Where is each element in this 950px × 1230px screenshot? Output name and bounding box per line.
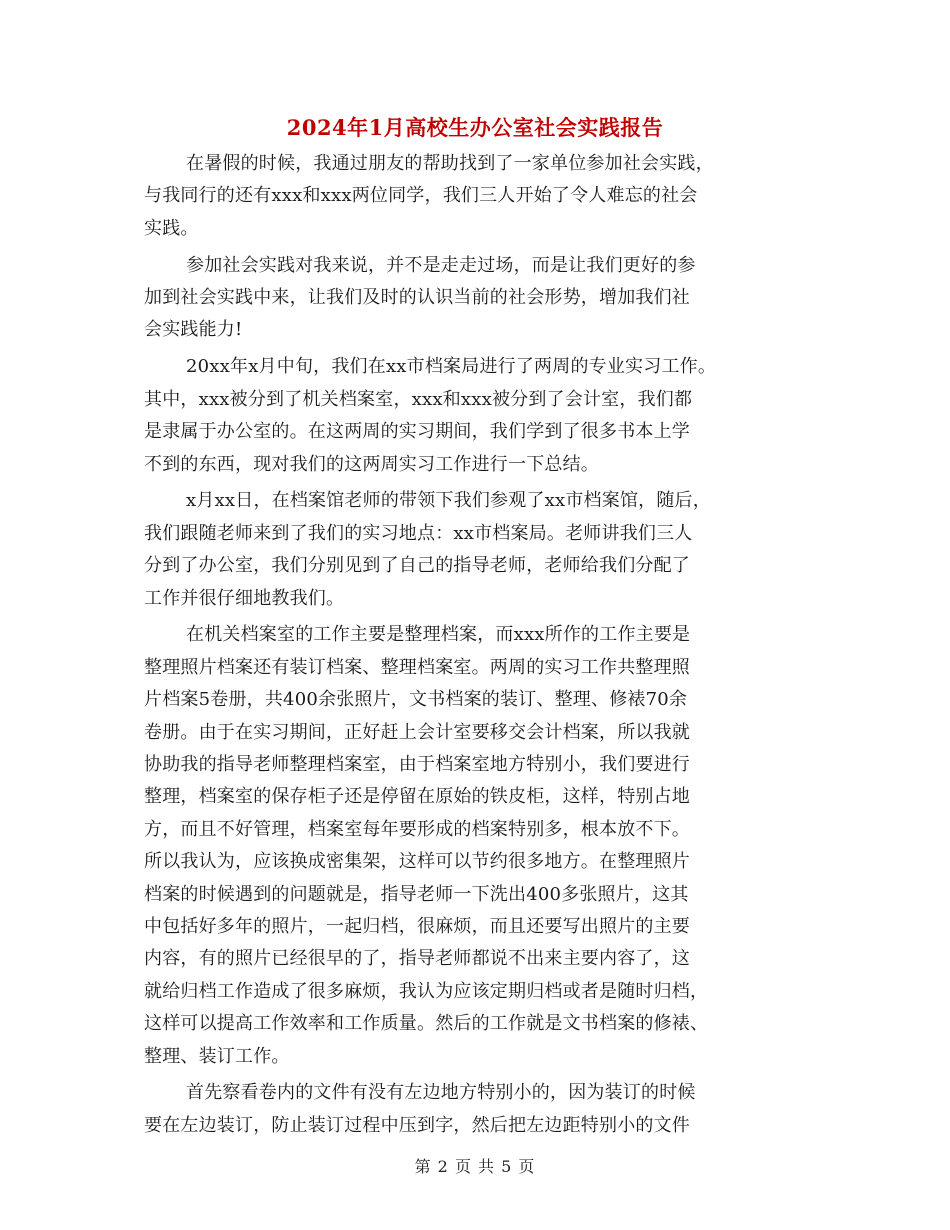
paragraph bbox=[144, 619, 804, 1072]
text-line: 参加社会实践对我来说，并不是走走过场，而是让我们更好的参 bbox=[186, 254, 696, 276]
text-line: 整理，档案室的保存柜子还是停留在原始的铁皮柜，这样，特别占地 bbox=[144, 786, 690, 808]
text-line: 是隶属于办公室的。在这两周的实习期间，我们学到了很多书本上学 bbox=[144, 421, 690, 443]
text-line: 所以我认为，应该换成密集架，这样可以节约很多地方。在整理照片 bbox=[144, 851, 690, 873]
paragraph bbox=[144, 1077, 804, 1142]
text-line: 内容，有的照片已经很早的了，指导老师都说不出来主要内容了，这 bbox=[144, 948, 690, 970]
text-line: 就给归档工作造成了很多麻烦，我认为应该定期归档或者是随时归档， bbox=[144, 980, 709, 1002]
text-line: 整理照片档案还有装订档案、整理档案室。两周的实习工作共整理照 bbox=[144, 656, 690, 678]
text-line: 片档案5卷册，共400余张照片，文书档案的装订、整理、修裱70余 bbox=[144, 689, 688, 711]
paragraph bbox=[144, 351, 804, 481]
text-line: x月xx日，在档案馆老师的带领下我们参观了xx市档案馆，随后， bbox=[186, 490, 711, 512]
text-line: 会实践能力! bbox=[144, 319, 243, 341]
text-line: 工作并很仔细地教我们。 bbox=[144, 587, 345, 609]
text-line: 档案的时候遇到的问题就是，指导老师一下洗出400多张照片，这其 bbox=[144, 883, 689, 905]
document-title: 2024年1月高校生办公室社会实践报告 bbox=[286, 115, 664, 140]
text-line: 我们跟随老师来到了我们的实习地点：xx市档案局。老师讲我们三人 bbox=[144, 522, 693, 544]
text-line: 加到社会实践中来，让我们及时的认识当前的社会形势，增加我们社 bbox=[144, 287, 690, 309]
text-line: 协助我的指导老师整理档案室，由于档案室地方特别小，我们要进行 bbox=[144, 754, 690, 776]
text-line: 整理、装订工作。 bbox=[144, 1045, 290, 1067]
text-line: 在机关档案室的工作主要是整理档案，而xxx所作的工作主要是 bbox=[186, 624, 691, 646]
paragraph bbox=[144, 148, 804, 245]
document-body bbox=[144, 148, 804, 1142]
paragraph bbox=[144, 485, 804, 615]
text-line: 要在左边装订，防止装订过程中压到字，然后把左边距特别小的文件 bbox=[144, 1114, 690, 1136]
text-line: 与我同行的还有xxx和xxx两位同学，我们三人开始了令人难忘的社会 bbox=[144, 185, 698, 207]
text-line: 其中，xxx被分到了机关档案室，xxx和xxx被分到了会计室，我们都 bbox=[144, 388, 693, 410]
text-line: 在暑假的时候，我通过朋友的帮助找到了一家单位参加社会实践， bbox=[186, 153, 714, 174]
paragraph bbox=[144, 250, 804, 347]
page-number-footer: 第 2 页 共 5 页 bbox=[414, 1157, 536, 1176]
text-line: 不到的东西，现对我们的这两周实习工作进行一下总结。 bbox=[144, 453, 599, 475]
text-line: 首先察看卷内的文件有没有左边地方特别小的，因为装订的时候 bbox=[186, 1082, 696, 1104]
text-line: 20xx年x月中旬，我们在xx市档案局进行了两周的专业实习工作。 bbox=[186, 356, 717, 378]
text-line: 分到了办公室，我们分别见到了自己的指导老师，老师给我们分配了 bbox=[144, 555, 690, 577]
text-line: 这样可以提高工作效率和工作质量。然后的工作就是文书档案的修裱、 bbox=[144, 1013, 709, 1035]
text-line: 方，而且不好管理，档案室每年要形成的档案特别多，根本放不下。 bbox=[144, 818, 690, 840]
text-line: 卷册。由于在实习期间，正好赶上会计室要移交会计档案，所以我就 bbox=[144, 721, 690, 743]
text-line: 实践。 bbox=[144, 217, 199, 239]
text-line: 中包括好多年的照片，一起归档，很麻烦，而且还要写出照片的主要 bbox=[144, 915, 690, 937]
